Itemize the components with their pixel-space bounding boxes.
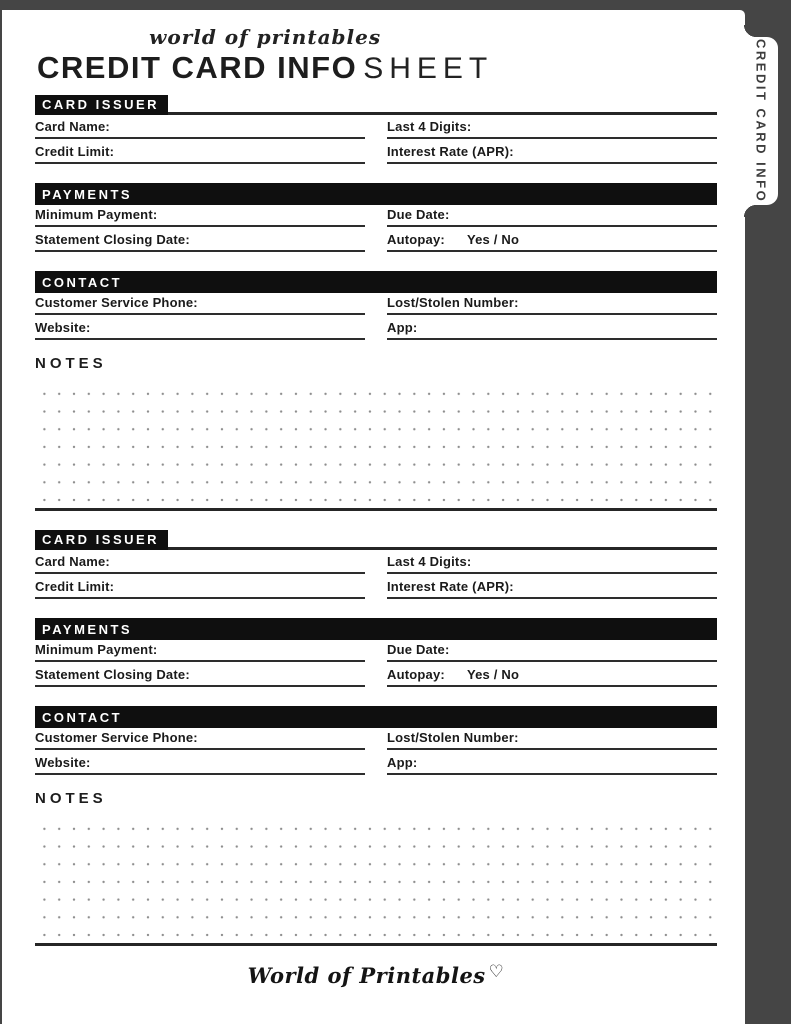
- contact-fields: [35, 295, 717, 340]
- payments-fields: [35, 207, 717, 252]
- last-4-digits-label: Last 4 Digits:: [387, 119, 472, 134]
- contact-heading-bar: CONTACT: [35, 271, 717, 293]
- footer-brand-script: World of Printables: [247, 963, 486, 988]
- customer-service-phone-label: Customer Service Phone:: [35, 730, 198, 745]
- card-issuer-heading: CARD ISSUER: [35, 95, 168, 115]
- minimum-payment-field[interactable]: [35, 207, 365, 227]
- statement-closing-date-field[interactable]: [35, 232, 365, 252]
- sheet-header: [37, 26, 493, 88]
- interest-rate-field[interactable]: [387, 144, 717, 164]
- payments-heading-bar: PAYMENTS: [35, 183, 717, 205]
- card-name-field[interactable]: [35, 119, 365, 139]
- interest-rate-label: Interest Rate (APR):: [387, 144, 514, 159]
- autopay-yes-no-choice[interactable]: Yes / No: [466, 232, 520, 247]
- minimum-payment-label: Minimum Payment:: [35, 642, 158, 657]
- minimum-payment-field[interactable]: [35, 642, 365, 662]
- card-issuer-header-row: [35, 530, 717, 550]
- card-issuer-header-row: [35, 95, 717, 115]
- notes-heading: NOTES: [35, 355, 107, 372]
- header-rule: [168, 112, 717, 115]
- app-field[interactable]: [387, 755, 717, 775]
- card-name-label: Card Name:: [35, 554, 110, 569]
- payments-fields: [35, 642, 717, 687]
- statement-closing-date-label: Statement Closing Date:: [35, 232, 190, 247]
- autopay-yes-no-choice[interactable]: Yes / No: [466, 667, 520, 682]
- page-title-sub: SHEET: [363, 52, 494, 85]
- notes-dot-grid[interactable]: [35, 378, 717, 502]
- side-tab-credit-card-info[interactable]: [744, 37, 778, 205]
- customer-service-phone-field[interactable]: [35, 295, 365, 315]
- printable-sheet: [2, 10, 745, 1024]
- contact-heading-bar: CONTACT: [35, 706, 717, 728]
- page-title: [37, 48, 493, 88]
- card-issuer-fields: [35, 554, 717, 599]
- interest-rate-label: Interest Rate (APR):: [387, 579, 514, 594]
- website-field[interactable]: [35, 755, 365, 775]
- section-divider-line: [35, 508, 717, 511]
- app-label: App:: [387, 755, 418, 770]
- customer-service-phone-field[interactable]: [35, 730, 365, 750]
- heart-icon: ♡: [488, 962, 505, 982]
- due-date-label: Due Date:: [387, 207, 450, 222]
- website-field[interactable]: [35, 320, 365, 340]
- autopay-field[interactable]: [387, 667, 717, 687]
- contact-fields: [35, 730, 717, 775]
- section-divider-line: [35, 943, 717, 946]
- lost-stolen-number-field[interactable]: [387, 730, 717, 750]
- due-date-field[interactable]: [387, 642, 717, 662]
- website-label: Website:: [35, 755, 91, 770]
- credit-limit-field[interactable]: [35, 144, 365, 164]
- credit-limit-label: Credit Limit:: [35, 579, 115, 594]
- card-info-section-1: [35, 95, 717, 511]
- app-label: App:: [387, 320, 418, 335]
- card-issuer-heading: CARD ISSUER: [35, 530, 168, 550]
- payments-heading-bar: PAYMENTS: [35, 618, 717, 640]
- header-rule: [168, 547, 717, 550]
- last-4-digits-field[interactable]: [387, 119, 717, 139]
- notes-dot-grid[interactable]: [35, 813, 717, 937]
- credit-limit-label: Credit Limit:: [35, 144, 115, 159]
- brand-script-text: world of printables: [149, 25, 382, 49]
- autopay-label: Autopay:: [387, 667, 445, 682]
- notes-heading: NOTES: [35, 790, 107, 807]
- app-field[interactable]: [387, 320, 717, 340]
- page-title-main: CREDIT CARD INFO: [37, 50, 358, 85]
- lost-stolen-number-label: Lost/Stolen Number:: [387, 295, 519, 310]
- card-issuer-fields: [35, 119, 717, 164]
- minimum-payment-label: Minimum Payment:: [35, 207, 158, 222]
- lost-stolen-number-label: Lost/Stolen Number:: [387, 730, 519, 745]
- statement-closing-date-field[interactable]: [35, 667, 365, 687]
- statement-closing-date-label: Statement Closing Date:: [35, 667, 190, 682]
- side-tab-label: CREDIT CARD INFO: [753, 38, 769, 204]
- card-info-section-2: [35, 530, 717, 946]
- credit-limit-field[interactable]: [35, 579, 365, 599]
- customer-service-phone-label: Customer Service Phone:: [35, 295, 198, 310]
- due-date-label: Due Date:: [387, 642, 450, 657]
- footer-brand: [35, 962, 717, 988]
- lost-stolen-number-field[interactable]: [387, 295, 717, 315]
- autopay-label: Autopay:: [387, 232, 445, 247]
- last-4-digits-label: Last 4 Digits:: [387, 554, 472, 569]
- card-name-field[interactable]: [35, 554, 365, 574]
- last-4-digits-field[interactable]: [387, 554, 717, 574]
- interest-rate-field[interactable]: [387, 579, 717, 599]
- autopay-field[interactable]: [387, 232, 717, 252]
- website-label: Website:: [35, 320, 91, 335]
- due-date-field[interactable]: [387, 207, 717, 227]
- card-name-label: Card Name:: [35, 119, 110, 134]
